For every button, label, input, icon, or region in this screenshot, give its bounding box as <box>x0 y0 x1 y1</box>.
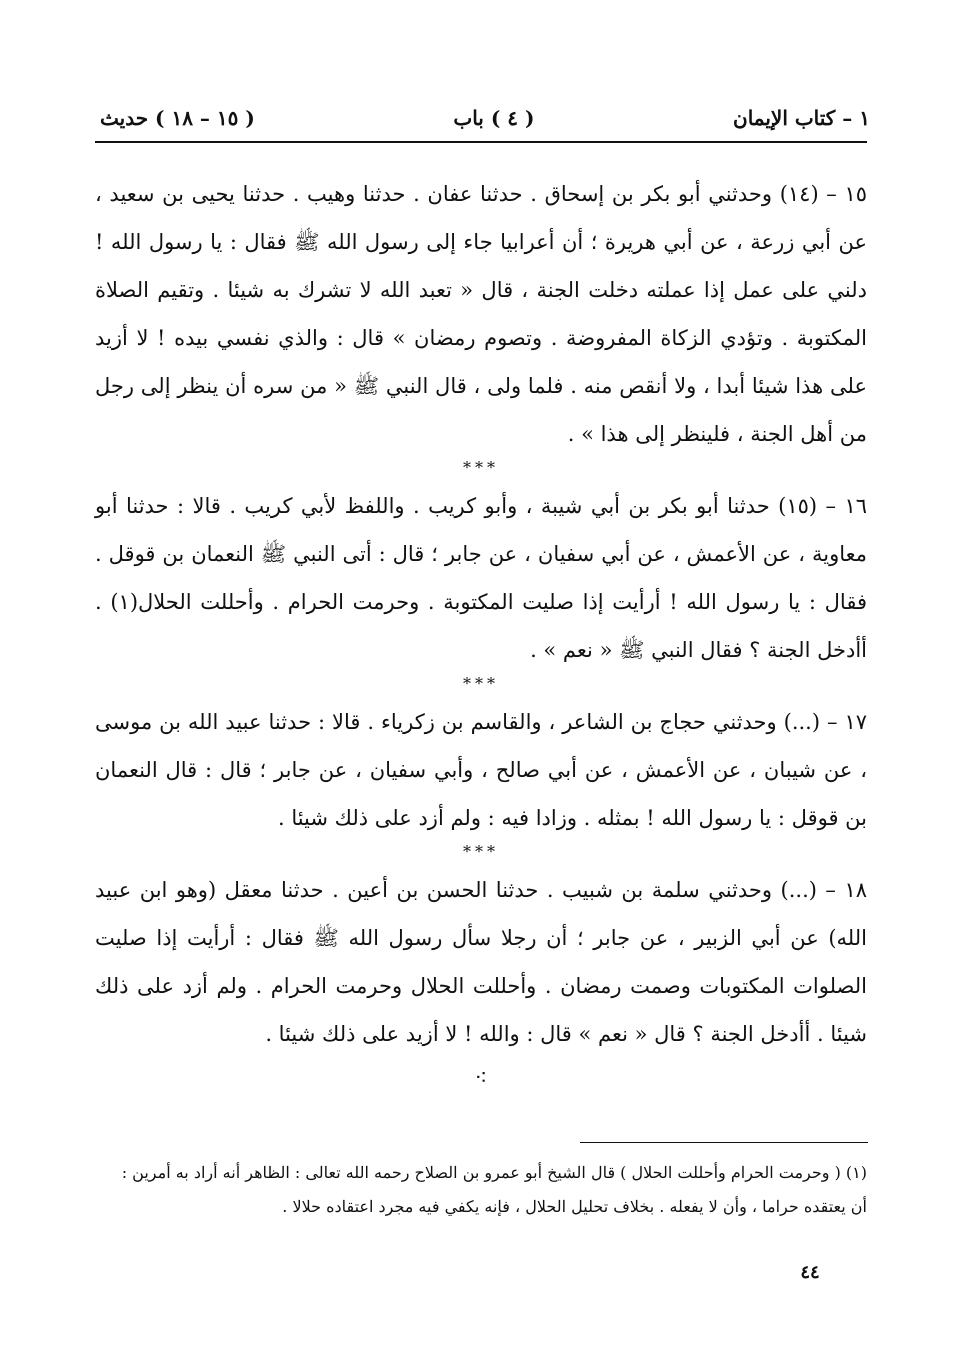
hadith-text: ١٦ – (١٥) حدثنا أبو بكر بن أبي شيبة ، وأبو كريب . واللفظ لأبي كريب . قالا : حدثنا أبو معاوية ، عن الأعمش ، عن أبي سفيان ، عن جابر ؛ قال : أتى النبي ﷺ النعمان بن قوقل . فقال : يا رسول الله ! أرأيت إذا صليت المكتوبة . وحرمت الحرام . وأحللت الحلال(١) . أأدخل الجنة ؟ فقال النبي ﷺ « نعم » . <box>95 494 867 662</box>
header-chapter: ( ٤ ) باب <box>453 106 535 130</box>
hadith-18 <box>95 866 867 1058</box>
main-text <box>95 170 867 1094</box>
footnote <box>95 1156 867 1224</box>
section-separator: *** <box>463 458 499 477</box>
hadith-15 <box>95 170 867 458</box>
footnote-line-1: (١) ( وحرمت الحرام وأحللت الحلال ) قال الشيخ أبو عمرو بن الصلاح رحمه الله تعالى : الظاهر أنه أراد به أمرين : <box>121 1163 867 1182</box>
running-header <box>100 100 870 136</box>
page-number: ٤٤ <box>800 1262 820 1283</box>
hadith-text: ١٨ – (...) وحدثني سلمة بن شبيب . حدثنا الحسن بن أعين . حدثنا معقل (وهو ابن عبيد الله) عن أبي الزبير ، عن جابر ؛ أن رجلا سأل رسول الله ﷺ فقال : أرأيت إذا صليت الصلوات المكتوبات وصمت رمضان . وأحللت الحلال وحرمت الحرام . ولم أزد على ذلك شيئا . أأدخل الجنة ؟ قال « نعم » قال : والله ! لا أزيد على ذلك شيئا . <box>95 878 867 1046</box>
hadith-16 <box>95 482 867 674</box>
end-ornament: ⁖ <box>474 1066 488 1091</box>
footnote-divider <box>580 1142 868 1143</box>
header-hadith-range: ( ١٥ – ١٨ ) حديث <box>100 106 255 130</box>
header-divider <box>95 141 867 143</box>
hadith-17 <box>95 698 867 842</box>
hadith-text: ١٧ – (...) وحدثني حجاج بن الشاعر ، والقاسم بن زكرياء . قالا : حدثنا عبيد الله بن موسى ، عن شيبان ، عن الأعمش ، عن أبي صالح ، وأبي سفيان ، عن جابر ؛ قال : قال النعمان بن قوقل : يا رسول الله ! بمثله . وزادا فيه : ولم أزد على ذلك شيئا . <box>95 710 867 830</box>
section-separator: *** <box>463 674 499 693</box>
footnote-line-2: أن يعتقده حراما ، وأن لا يفعله . بخلاف تحليل الحلال ، فإنه يكفي فيه مجرد اعتقاده حلالا . <box>282 1197 867 1216</box>
section-separator: *** <box>463 842 499 861</box>
hadith-text: ١٥ – (١٤) وحدثني أبو بكر بن إسحاق . حدثنا عفان . حدثنا وهيب . حدثنا يحيى بن سعيد ، عن أبي زرعة ، عن أبي هريرة ؛ أن أعرابيا جاء إلى رسول الله ﷺ فقال : يا رسول الله ! دلني على عمل إذا عملته دخلت الجنة ، قال « تعبد الله لا تشرك به شيئا . وتقيم الصلاة المكتوبة . وتؤدي الزكاة المفروضة . وتصوم رمضان » قال : والذي نفسي بيده ! لا أزيد على هذا شيئا أبدا ، ولا أنقص منه . فلما ولى ، قال النبي ﷺ « من سره أن ينظر إلى رجل من أهل الجنة ، فلينظر إلى هذا » . <box>95 182 867 446</box>
header-book-title: ١ – كتاب الإيمان <box>733 106 870 130</box>
